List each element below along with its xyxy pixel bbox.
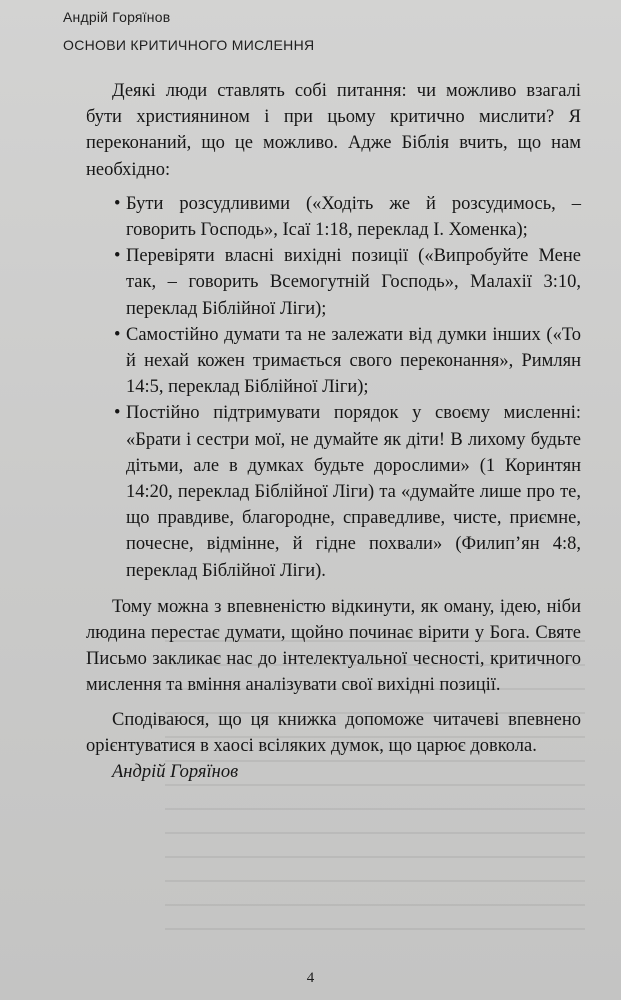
bullet-item: • Перевіряти власні вихідні позиції («Випробуйте Мене так, – говорить Всемогутній Господь», Малахії 3:10, переклад Біблійної Ліги);	[126, 243, 581, 322]
closing-paragraph: Сподіваюся, що ця книжка допоможе читачеві впевнено орієнтуватися в хаосі всіляких думок, що царює довкола.	[86, 709, 581, 756]
conclusion-paragraph: Тому можна з впевненістю відкинути, як оману, ідею, ніби людина перестає думати, щойно починає вірити у Бога. Святе Письмо закликає нас до інтелектуальної чесності, критичного мислення та вміння аналізувати свої вихідні позиції.	[86, 596, 581, 696]
page-number: 4	[306, 970, 315, 986]
author-signature: Андрій Горяїнов	[112, 762, 239, 783]
running-header-author: Андрій Горяїнов	[63, 9, 171, 25]
page-body	[86, 78, 581, 785]
bullet-list	[86, 191, 581, 584]
bullet-item: • Постійно підтримувати порядок у своєму мисленні: «Брати і сестри мої, не думайте як діти! В лихому будьте дітьми, але в думках будьте дорослими» (1 Коринтян 14:20, переклад Біблійної Ліги) та «думайте лише про те, що правдиве, благородне, справедливе, чисте, приємне, почесне, відмінне, й гідне похвали» (Филип’ян 4:8, переклад Біблійної Ліги).	[126, 400, 581, 583]
intro-paragraph: Деякі люди ставлять собі питання: чи можливо взагалі бути християнином і при цьому критично мислити? Я переконаний, що це можливо. Адже Біблія вчить, що нам необхідно:	[86, 81, 581, 180]
bullet-item: • Самостійно думати та не залежати від думки інших («То й нехай кожен тримається свого переконання», Римлян 14:5, переклад Біблійної Ліги);	[126, 322, 581, 401]
bullet-item: • Бути розсудливими («Ходіть же й розсудимось, – говорить Господь», Ісаї 1:18, переклад І. Хоменка);	[126, 191, 581, 243]
running-header-title: ОСНОВИ КРИТИЧНОГО МИСЛЕННЯ	[63, 37, 315, 53]
